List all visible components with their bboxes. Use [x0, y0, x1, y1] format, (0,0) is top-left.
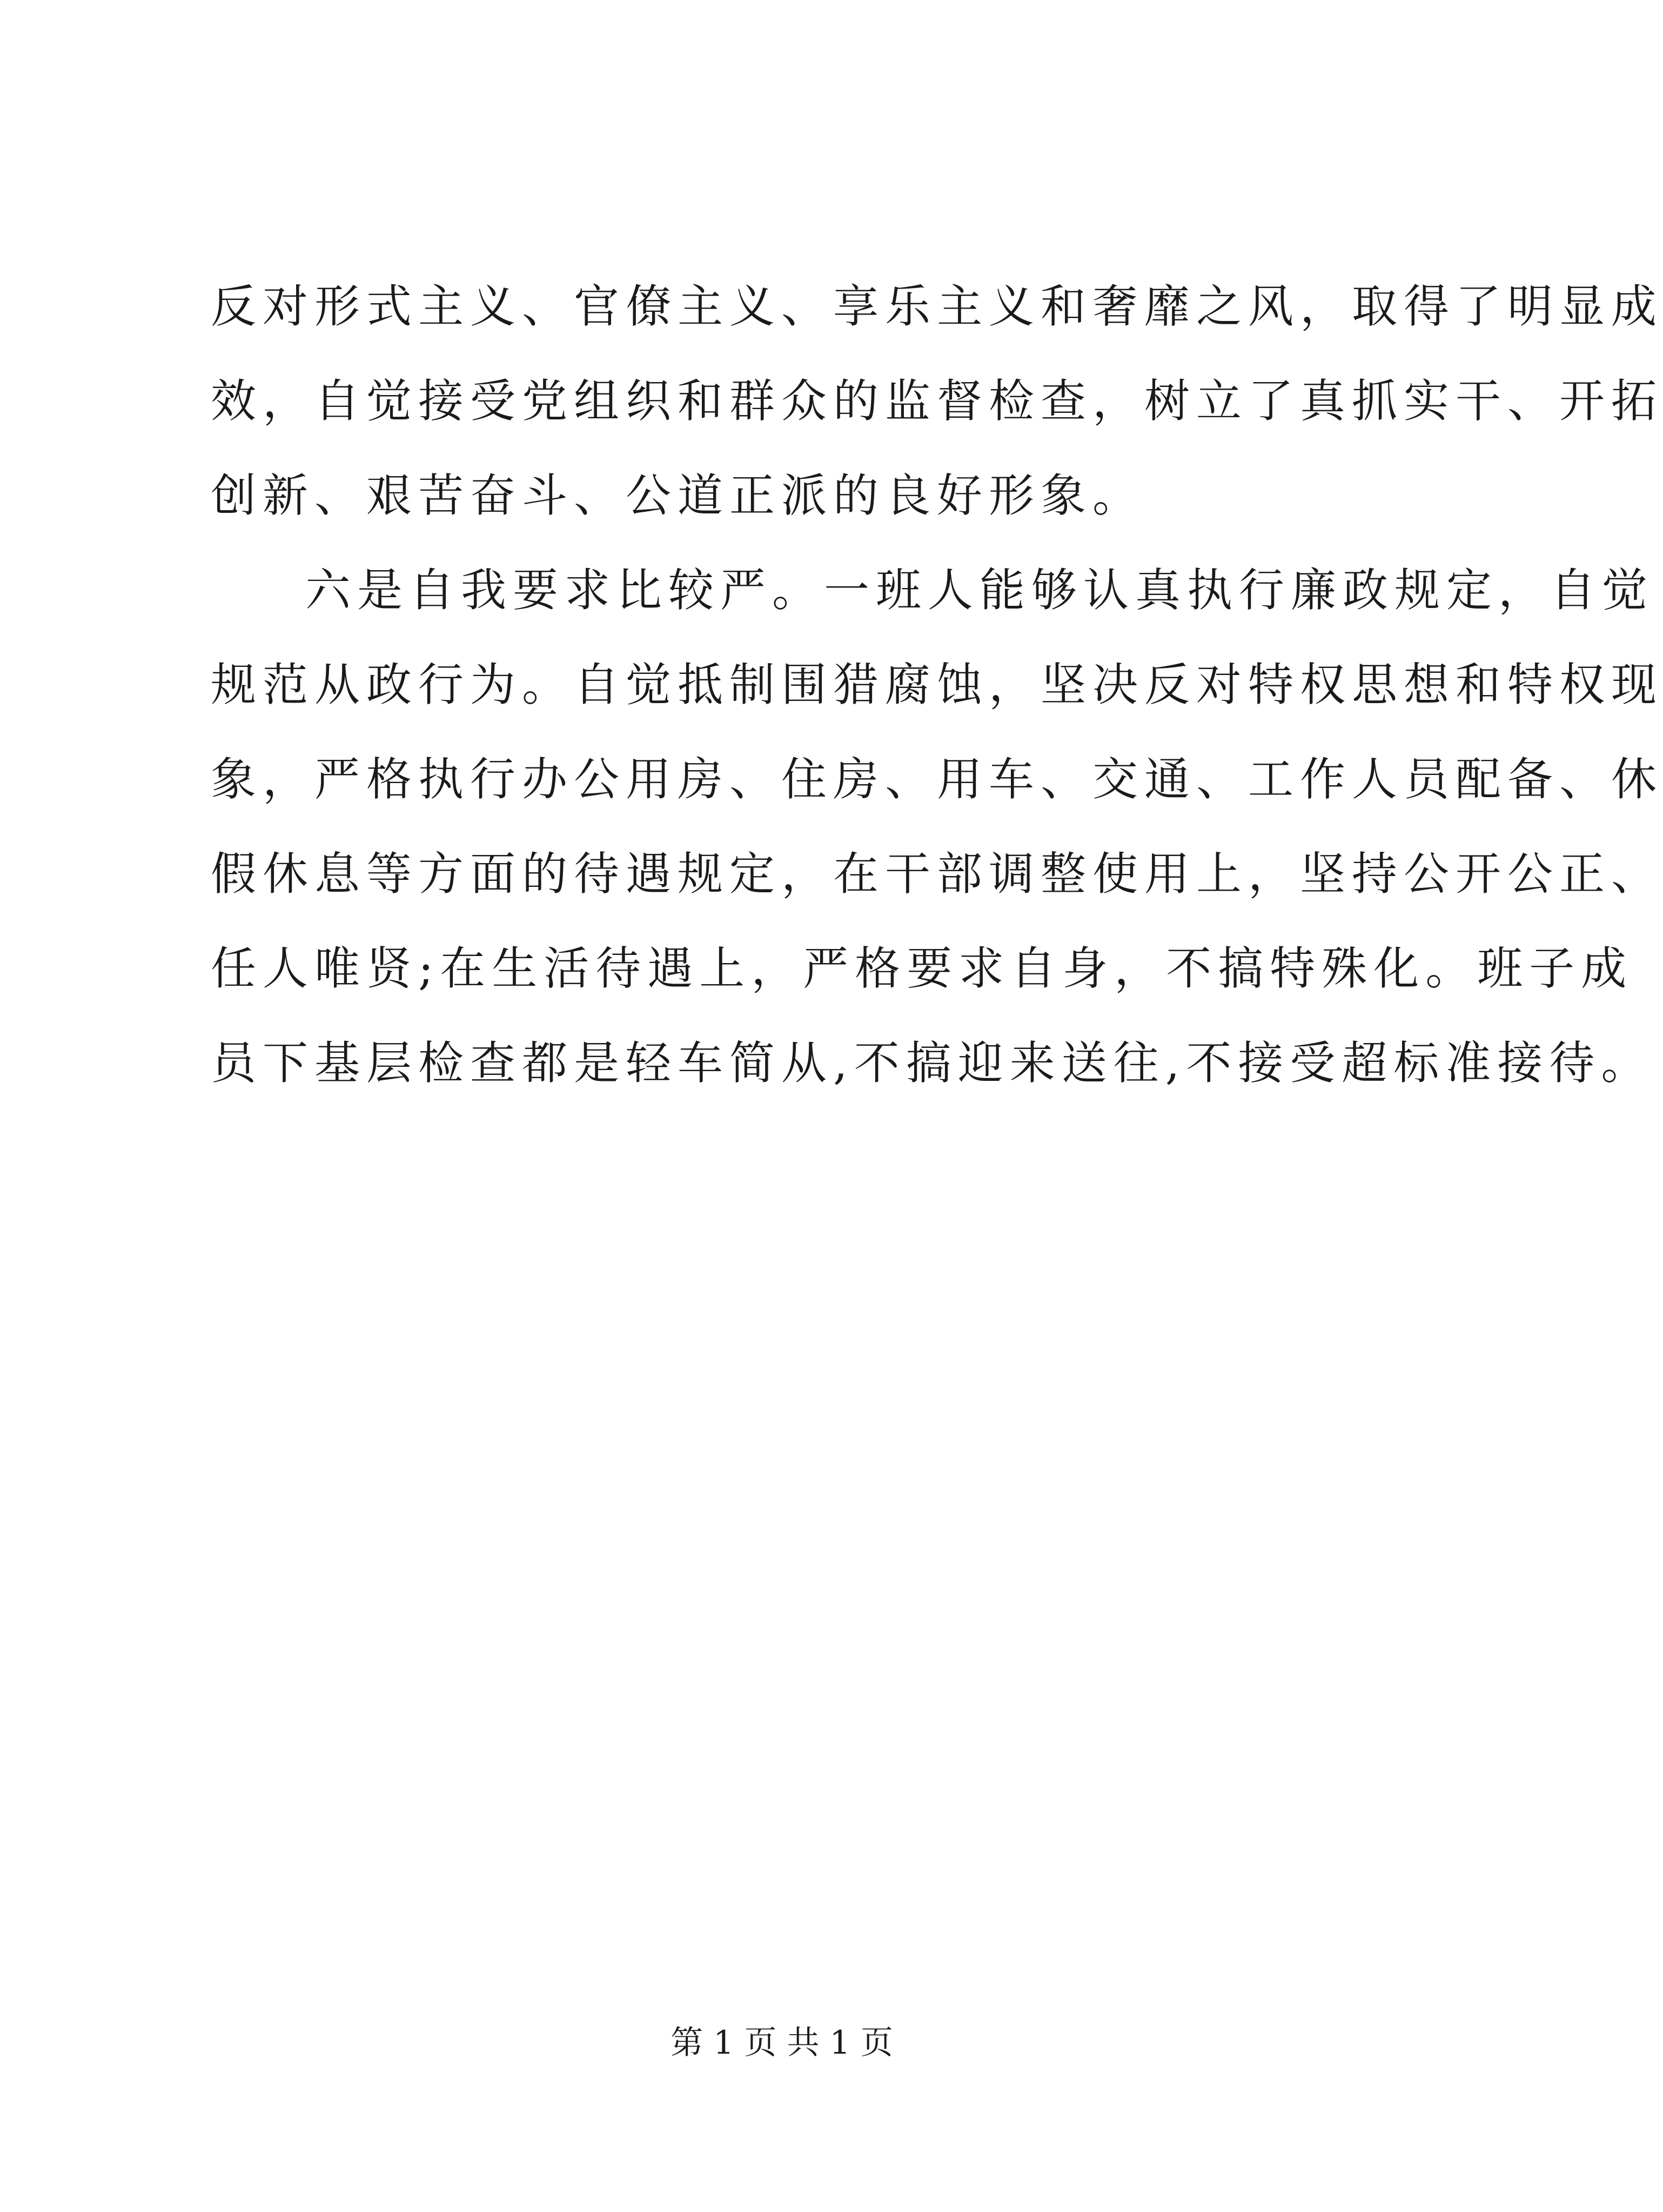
page-number-footer: 第 1 页 共 1 页 [670, 2024, 893, 2062]
text-line: 假休息等方面的待遇规定，在干部调整使用上，坚持公开公正、 [211, 847, 1663, 900]
text-line: 效，自觉接受党组织和群众的监督检查，树立了真抓实干、开拓 [211, 375, 1663, 427]
text-line: 创新、艰苦奋斗、公道正派的良好形象。 [211, 469, 1145, 522]
text-line: 六是自我要求比较严。一班人能够认真执行廉政规定，自觉 [305, 564, 1654, 617]
text-line: 象，严格执行办公用房、住房、用车、交通、工作人员配备、休 [211, 753, 1663, 806]
text-line: 反对形式主义、官僚主义、享乐主义和奢靡之风，取得了明显成 [211, 280, 1663, 333]
text-line: 规范从政行为。自觉抵制围猎腐蚀，坚决反对特权思想和特权现 [211, 658, 1663, 711]
paragraph-continuation [211, 259, 1663, 543]
text-line: 任人唯贤;在生活待遇上，严格要求自身，不搞特殊化。班子成 [211, 942, 1633, 995]
paragraph-six [211, 543, 1663, 1111]
document-body [211, 259, 1663, 1111]
text-line: 员下基层检查都是轻车简从,不搞迎来送往,不接受超标准接待。 [211, 1037, 1653, 1090]
